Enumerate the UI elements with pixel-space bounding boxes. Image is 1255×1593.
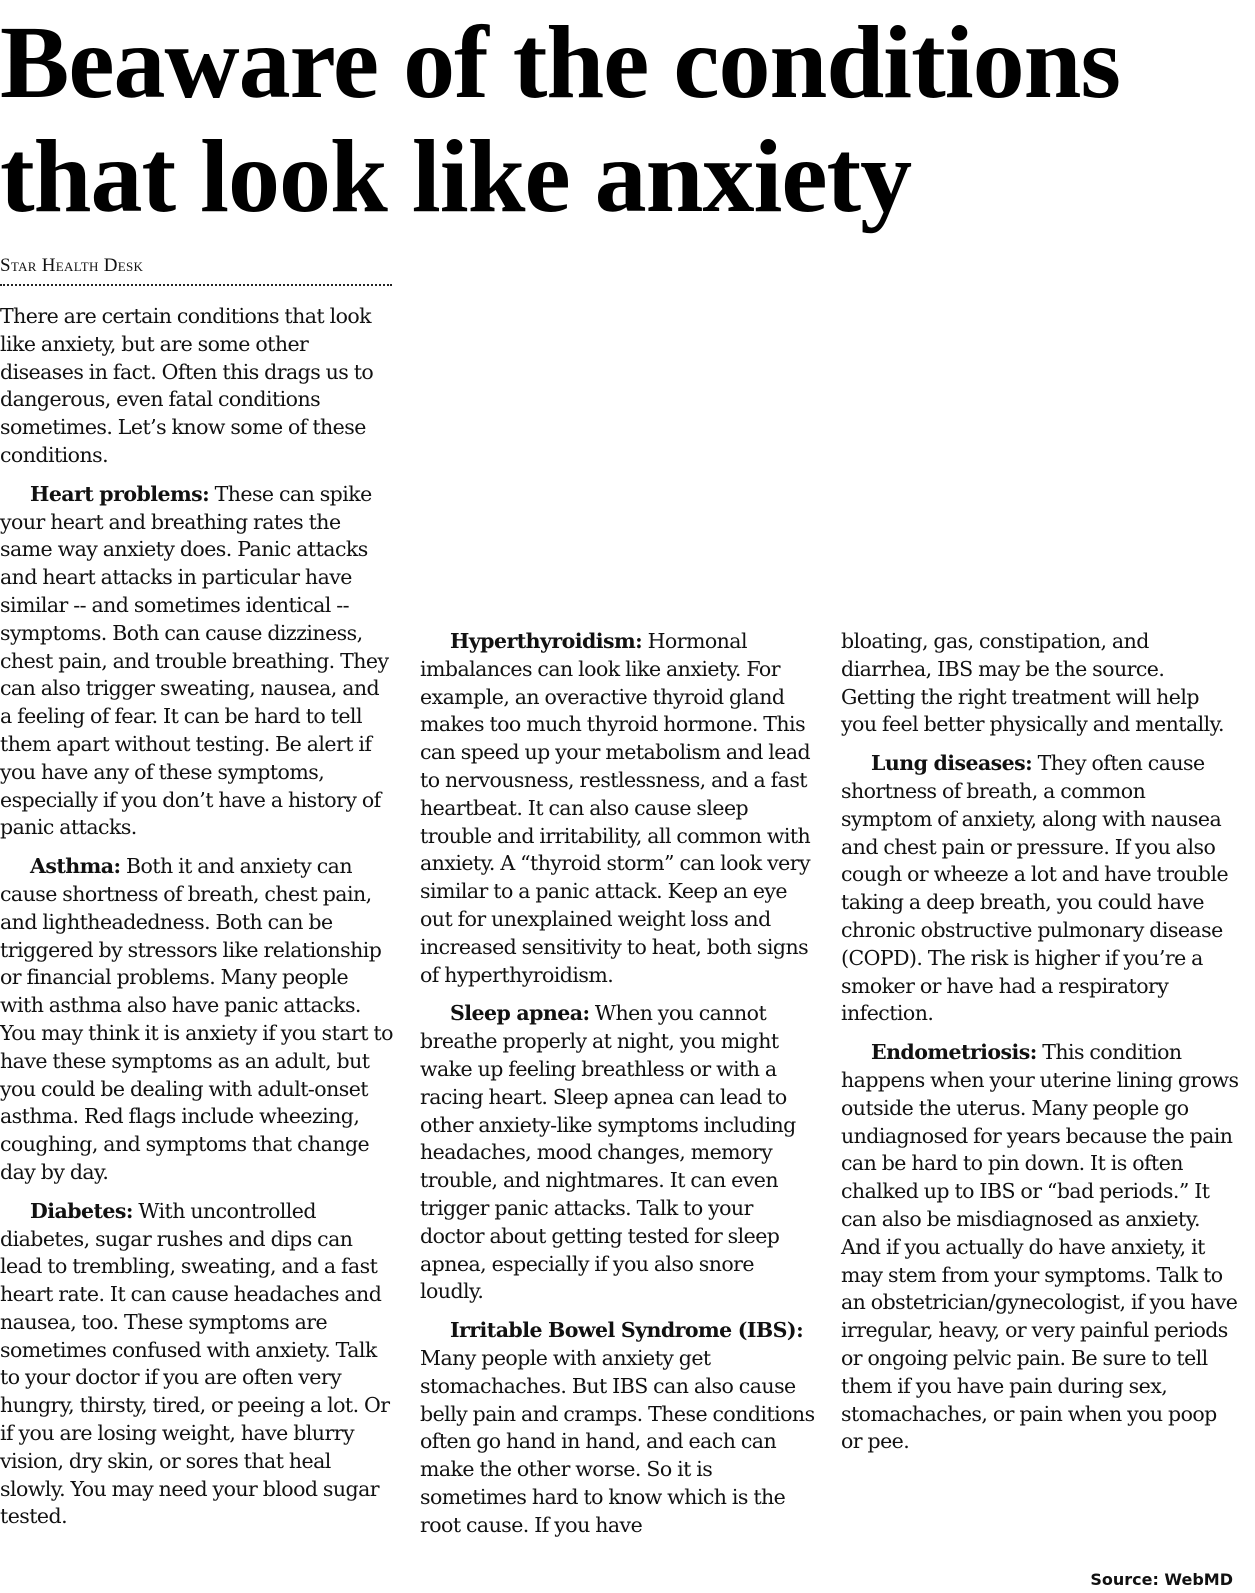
article-column-2: [420, 628, 818, 1551]
section-heading: Heart problems:: [30, 481, 210, 506]
section-body: This condition happens when your uterine lining grows outside the uterus. Many people go undiagnosed for years because the pain can be hard to pin down. It is often chalked up to IBS or “bad periods.” It can also be misdiagnosed as anxiety. And if you actually do have anxiety, it may stem from your symptoms. Talk to an obstetrician/gynecologist, if you have irregular, heavy, or very painful periods or ongoing pelvic pain. Be sure to tell them if you have pain during sex, stomachaches, or pain when you poop or pee.: [841, 1040, 1239, 1454]
section-heart-problems: [0, 481, 395, 842]
section-lung-diseases: [841, 750, 1239, 1028]
section-heading: Lung diseases:: [871, 751, 1033, 776]
article-headline: [0, 6, 1250, 234]
section-body: They often cause shortness of breath, a common symptom of anxiety, along with nausea and chest pain or pressure. If you also cough or wheeze a lot and have trouble taking a deep breath, you could have chronic obstructive pulmonary disease (COPD). The risk is higher if you’re a smoker or have had a respiratory infection.: [841, 751, 1229, 1026]
byline: Star Health Desk: [0, 255, 392, 286]
section-sleep-apnea: [420, 1000, 818, 1306]
section-body: These can spike your heart and breathing rates the same way anxiety does. Panic attacks and heart attacks in particular have similar -- and sometimes identical -- symptoms. Both can cause dizziness, chest pain, and trouble breathing. They can also trigger sweating, nausea, and a feeling of fear. It can be hard to tell them apart without testing. Be alert if you have any of these symptoms, especially if you don’t have a history of panic attacks.: [0, 481, 389, 840]
article-column-3: [841, 628, 1239, 1467]
section-body: Many people with anxiety get stomachaches. But IBS can also cause belly pain and cramps. These conditions often go hand in hand, and each can make the other worse. So it is sometimes hard to know which is the root cause. If you have: [420, 1345, 815, 1537]
section-body: Both it and anxiety can cause shortness of breath, chest pain, and lightheadedness. Both can be triggered by stressors like relationship or financial problems. Many people with asthma also have panic attacks. You may think it is anxiety if you start to have these symptoms as an adult, but you could be dealing with adult-onset asthma. Red flags include wheezing, coughing, and symptoms that change day by day.: [0, 854, 393, 1184]
section-heading: Diabetes:: [30, 1198, 133, 1223]
section-heading: Irritable Bowel Syndrome (IBS):: [450, 1318, 804, 1343]
section-heading: Sleep apnea:: [450, 1001, 590, 1026]
section-body: Hormonal imbalances can look like anxiety. For example, an overactive thyroid gland makes too much thyroid hormone. This can speed up your metabolism and lead to nervousness, restlessness, and a fast heartbeat. It can also cause sleep trouble and irritability, all common with anxiety. A “thyroid storm” can look very similar to a panic attack. Keep an eye out for unexplained weight loss and increased sensitivity to heat, both signs of hyperthyroidism.: [420, 629, 811, 987]
section-heading: Hyperthyroidism:: [450, 629, 643, 653]
ibs-continuation: bloating, gas, constipation, and diarrhea, IBS may be the source. Getting the right treatment will help you feel better physically and mentally.: [841, 629, 1224, 737]
section-body: When you cannot breathe properly at night, you might wake up feeling breathless or with a racing heart. Sleep apnea can lead to other anxiety-like symptoms including headaches, mood changes, memory trouble, and nightmares. It can even trigger panic attacks. Talk to your doctor about getting tested for sleep apnea, especially if you also snore loudly.: [420, 1001, 796, 1304]
source-credit: Source: WebMD: [1090, 1570, 1233, 1589]
section-heading: Asthma:: [30, 854, 121, 879]
headline-line-2: that look like anxiety: [0, 119, 912, 234]
section-ibs: [420, 1317, 818, 1539]
section-hyperthyroidism: [420, 628, 818, 989]
section-heading: Endometriosis:: [871, 1040, 1037, 1065]
section-endometriosis: [841, 1039, 1239, 1456]
section-body: With uncontrolled diabetes, sugar rushes and dips can lead to trembling, sweating, and a fast heart rate. It can cause headaches and nausea, too. These symptoms are sometimes confused with anxiety. Talk to your doctor if you are often very hungry, thirsty, tired, or peeing a lot. Or if you are losing weight, have blurry vision, dry skin, or sores that heal slowly. You may need your blood sugar tested.: [0, 1198, 390, 1529]
intro-paragraph: There are certain conditions that look like anxiety, but are some other diseases in fact. Often this drags us to dangerous, even fatal conditions sometimes. Let’s know some of these conditions.: [0, 304, 374, 467]
article-column-1: [0, 303, 395, 1542]
section-asthma: [0, 853, 395, 1187]
headline-line-1: Beaware of the conditions: [0, 5, 1120, 120]
section-diabetes: [0, 1198, 395, 1532]
